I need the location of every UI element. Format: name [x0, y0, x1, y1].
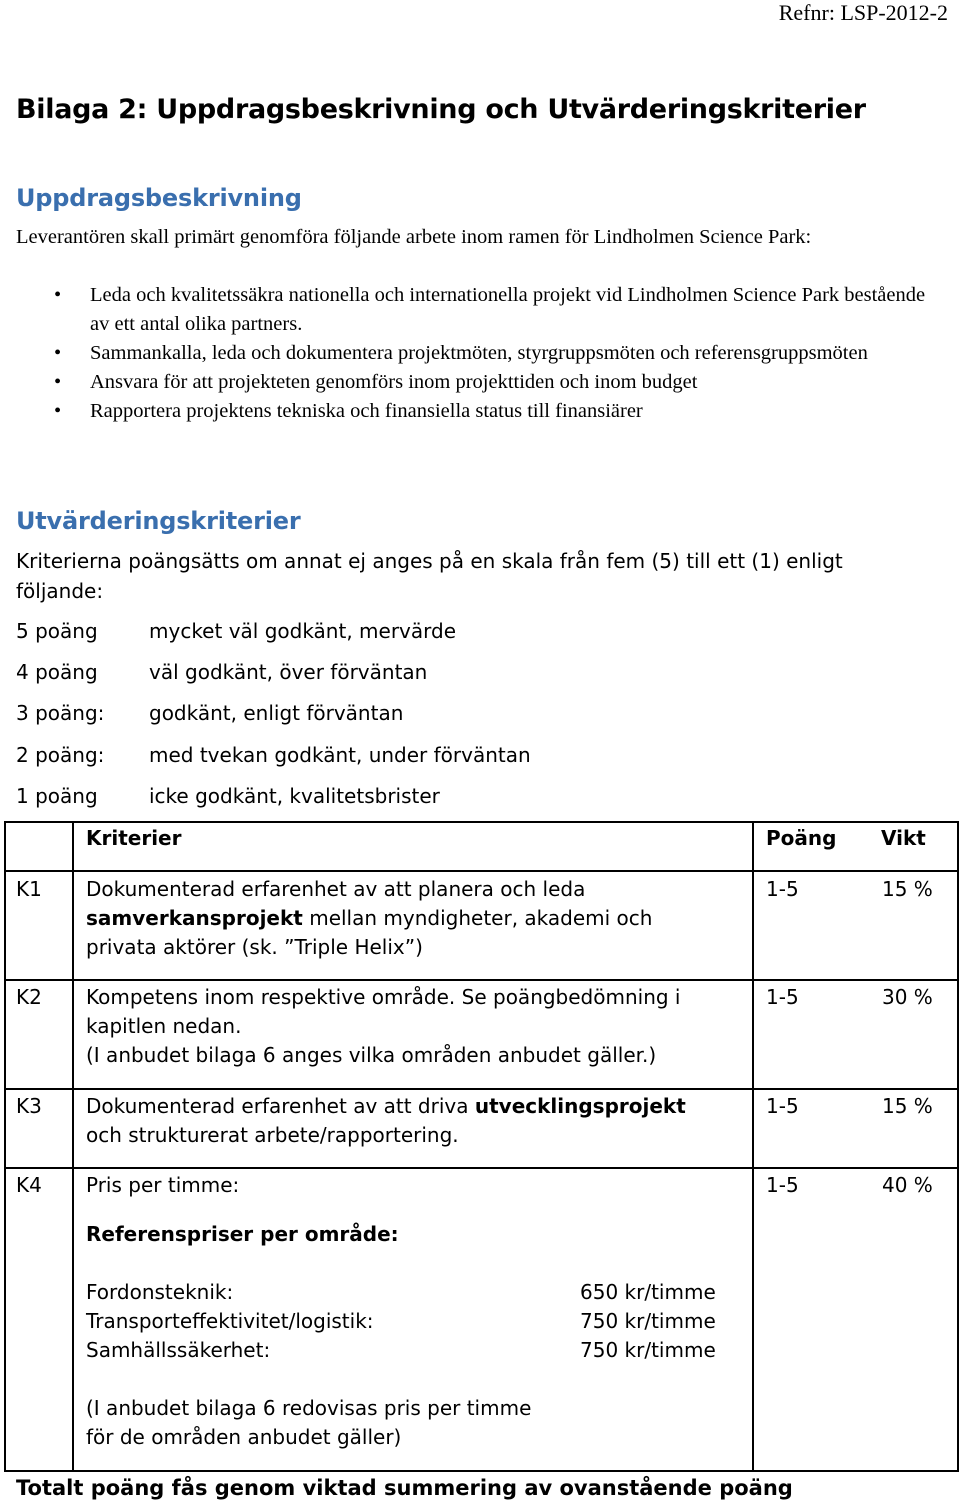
row-points: 1-5 [766, 985, 799, 1009]
table-header-weight: Vikt [881, 826, 926, 850]
bullet-item [0, 368, 960, 397]
scale-description: godkänt, enligt förväntan [149, 701, 404, 725]
row-weight: 15 % [882, 877, 933, 901]
row-criteria-text [86, 1092, 746, 1150]
row-id: K3 [16, 1094, 42, 1118]
table-divider [4, 1167, 959, 1169]
table-border [4, 821, 959, 823]
bullet-text: Leda och kvalitetssäkra nationella och internationella projekt vid Lindholmen Science Park bestående av ett antal olika partners. [90, 284, 926, 335]
total-score-note: Totalt poäng fås genom viktad summering av ovanstående poäng [16, 1476, 793, 1500]
price-value: 650 kr/timme [580, 1280, 716, 1304]
price-value: 750 kr/timme [580, 1309, 716, 1333]
scale-description: väl godkänt, över förväntan [149, 660, 428, 684]
row-weight: 30 % [882, 985, 933, 1009]
bullet-text: Rapportera projektens tekniska och finansiella status till finansiärer [90, 400, 643, 422]
page-title: Bilaga 2: Uppdragsbeskrivning och Utvärderingskriterier [16, 94, 866, 125]
row-id: K2 [16, 985, 42, 1009]
scale-description: mycket väl godkänt, mervärde [149, 619, 457, 643]
row-id: K4 [16, 1173, 42, 1197]
criteria-text: Dokumenterad erfarenhet av att driva [86, 1094, 475, 1118]
scale-points: 1 poäng [16, 784, 98, 808]
price-area: Samhällssäkerhet: [86, 1338, 271, 1362]
bullet-icon: • [54, 284, 62, 306]
table-divider [4, 1088, 959, 1090]
table-border [957, 821, 959, 1472]
row-weight: 15 % [882, 1094, 933, 1118]
section-intro-uppdrag: Leverantören skall primärt genomföra följande arbete inom ramen för Lindholmen Science Park: [16, 226, 812, 248]
table-divider [4, 979, 959, 981]
table-divider [4, 870, 959, 872]
row-criteria-text [86, 875, 746, 962]
price-area: Transporteffektivitet/logistik: [86, 1309, 374, 1333]
table-header-points: Poäng [766, 826, 837, 850]
bullet-item [0, 397, 960, 426]
bullet-item [0, 281, 960, 339]
table-border [4, 821, 6, 1472]
bullet-text: Sammankalla, leda och dokumentera projektmöten, styrgruppsmöten och referensgruppsmöten [90, 342, 868, 364]
criteria-line: privata aktörer (sk. ”Triple Helix”) [86, 935, 423, 959]
reference-prices-heading: Referenspriser per område: [86, 1222, 399, 1246]
criteria-bold-term: utvecklingsprojekt [474, 1094, 686, 1118]
criteria-line [86, 1092, 746, 1121]
price-value: 750 kr/timme [580, 1338, 716, 1362]
criteria-text: mellan myndigheter, akademi och [302, 906, 653, 930]
row-weight: 40 % [882, 1173, 933, 1197]
section-intro-kriterier: Kriterierna poängsätts om annat ej anges på en skala från fem (5) till ett (1) enligt följande: [16, 549, 843, 603]
scale-description: med tvekan godkänt, under förväntan [149, 743, 531, 767]
row-id: K1 [16, 877, 42, 901]
scale-description: icke godkänt, kvalitetsbrister [149, 784, 440, 808]
criteria-line: (I anbudet bilaga 6 anges vilka områden anbudet gäller.) [86, 1043, 657, 1067]
scale-points: 4 poäng [16, 660, 98, 684]
price-label: Pris per timme: [86, 1173, 240, 1197]
table-border [4, 1470, 959, 1472]
row-points: 1-5 [766, 1173, 799, 1197]
scale-points: 5 poäng [16, 619, 98, 643]
task-bullet-list [0, 281, 960, 426]
row-points: 1-5 [766, 877, 799, 901]
table-divider [752, 821, 754, 1472]
table-header-criteria: Kriterier [86, 826, 182, 850]
criteria-bold-term: samverkansprojekt [86, 906, 303, 930]
row-points: 1-5 [766, 1094, 799, 1118]
bullet-icon: • [54, 342, 62, 364]
price-note: (I anbudet bilaga 6 redovisas pris per timme [86, 1396, 532, 1420]
criteria-line: Dokumenterad erfarenhet av att planera och leda [86, 877, 586, 901]
section-heading-uppdrag: Uppdragsbeskrivning [16, 184, 302, 212]
section-heading-kriterier: Utvärderingskriterier [16, 507, 301, 535]
table-divider [72, 821, 74, 1472]
price-area: Fordonsteknik: [86, 1280, 234, 1304]
row-criteria-text [86, 983, 746, 1070]
reference-number: Refnr: LSP-2012-2 [778, 0, 948, 25]
bullet-icon: • [54, 400, 62, 422]
criteria-line: Kompetens inom respektive område. Se poängbedömning i [86, 985, 681, 1009]
criteria-line: kapitlen nedan. [86, 1014, 242, 1038]
criteria-line [86, 904, 746, 933]
price-note: för de områden anbudet gäller) [86, 1425, 402, 1449]
scale-points: 3 poäng: [16, 701, 105, 725]
bullet-text: Ansvara för att projekteten genomförs inom projekttiden och inom budget [90, 371, 698, 393]
bullet-icon: • [54, 371, 62, 393]
scale-points: 2 poäng: [16, 743, 105, 767]
bullet-item [0, 339, 960, 368]
criteria-line: och strukturerat arbete/rapportering. [86, 1123, 459, 1147]
